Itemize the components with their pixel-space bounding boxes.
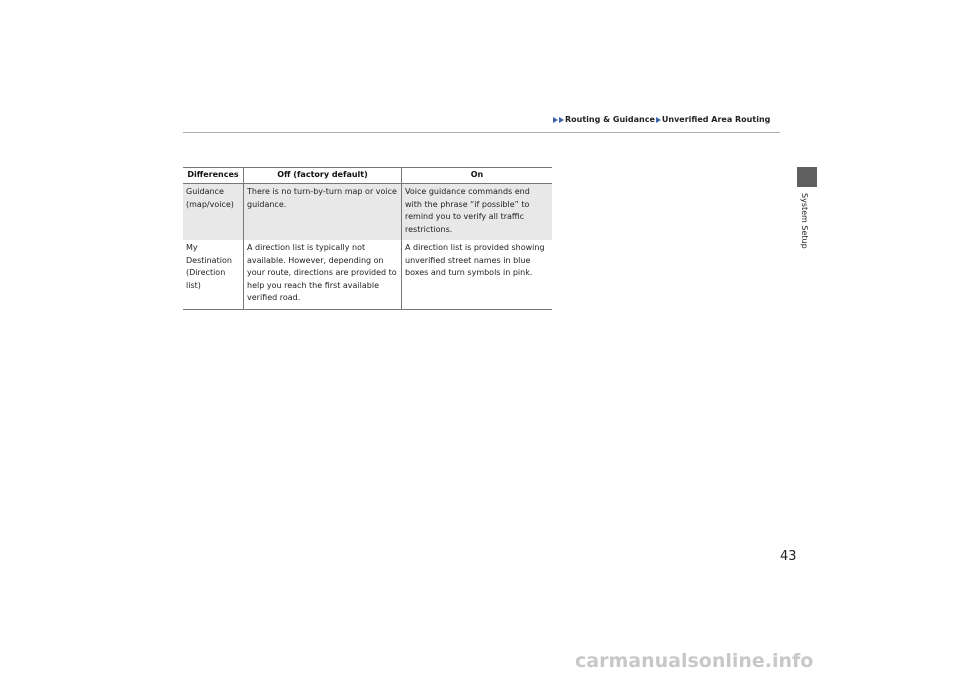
table-row [183, 240, 552, 309]
arrow-right-icon [559, 117, 564, 123]
arrow-right-icon [553, 117, 558, 123]
header-divider [183, 132, 780, 133]
differences-table [183, 167, 552, 310]
column-header-on: On [402, 168, 553, 184]
table-cell-off: A direction list is typically not available. However, depending on your route, directions are provided to help you reach the first available verified road. [244, 240, 402, 309]
column-header-differences: Differences [183, 168, 244, 184]
table-cell-on: A direction list is provided showing unverified street names in blue boxes and turn symbols in pink. [402, 240, 553, 309]
section-tab-label: System Setup [800, 193, 809, 249]
table-cell-on: Voice guidance commands end with the phrase “if possible” to remind you to verify all traffic restrictions. [402, 184, 553, 241]
breadcrumb-item-routing-guidance[interactable]: Routing & Guidance [565, 115, 655, 124]
watermark: carmanualsonline.info [575, 650, 814, 672]
section-tab-marker [797, 167, 817, 187]
table-header-row [183, 168, 552, 184]
table-row [183, 184, 552, 241]
table-cell-difference: Guidance (map/voice) [183, 184, 244, 241]
table-cell-difference: My Destination (Direction list) [183, 240, 244, 309]
table-cell-off: There is no turn-by-turn map or voice guidance. [244, 184, 402, 241]
breadcrumb-item-unverified-area-routing[interactable]: Unverified Area Routing [661, 115, 771, 124]
page-number: 43 [780, 549, 797, 564]
column-header-off: Off (factory default) [244, 168, 402, 184]
breadcrumb [553, 115, 771, 124]
arrow-right-icon [656, 117, 661, 123]
